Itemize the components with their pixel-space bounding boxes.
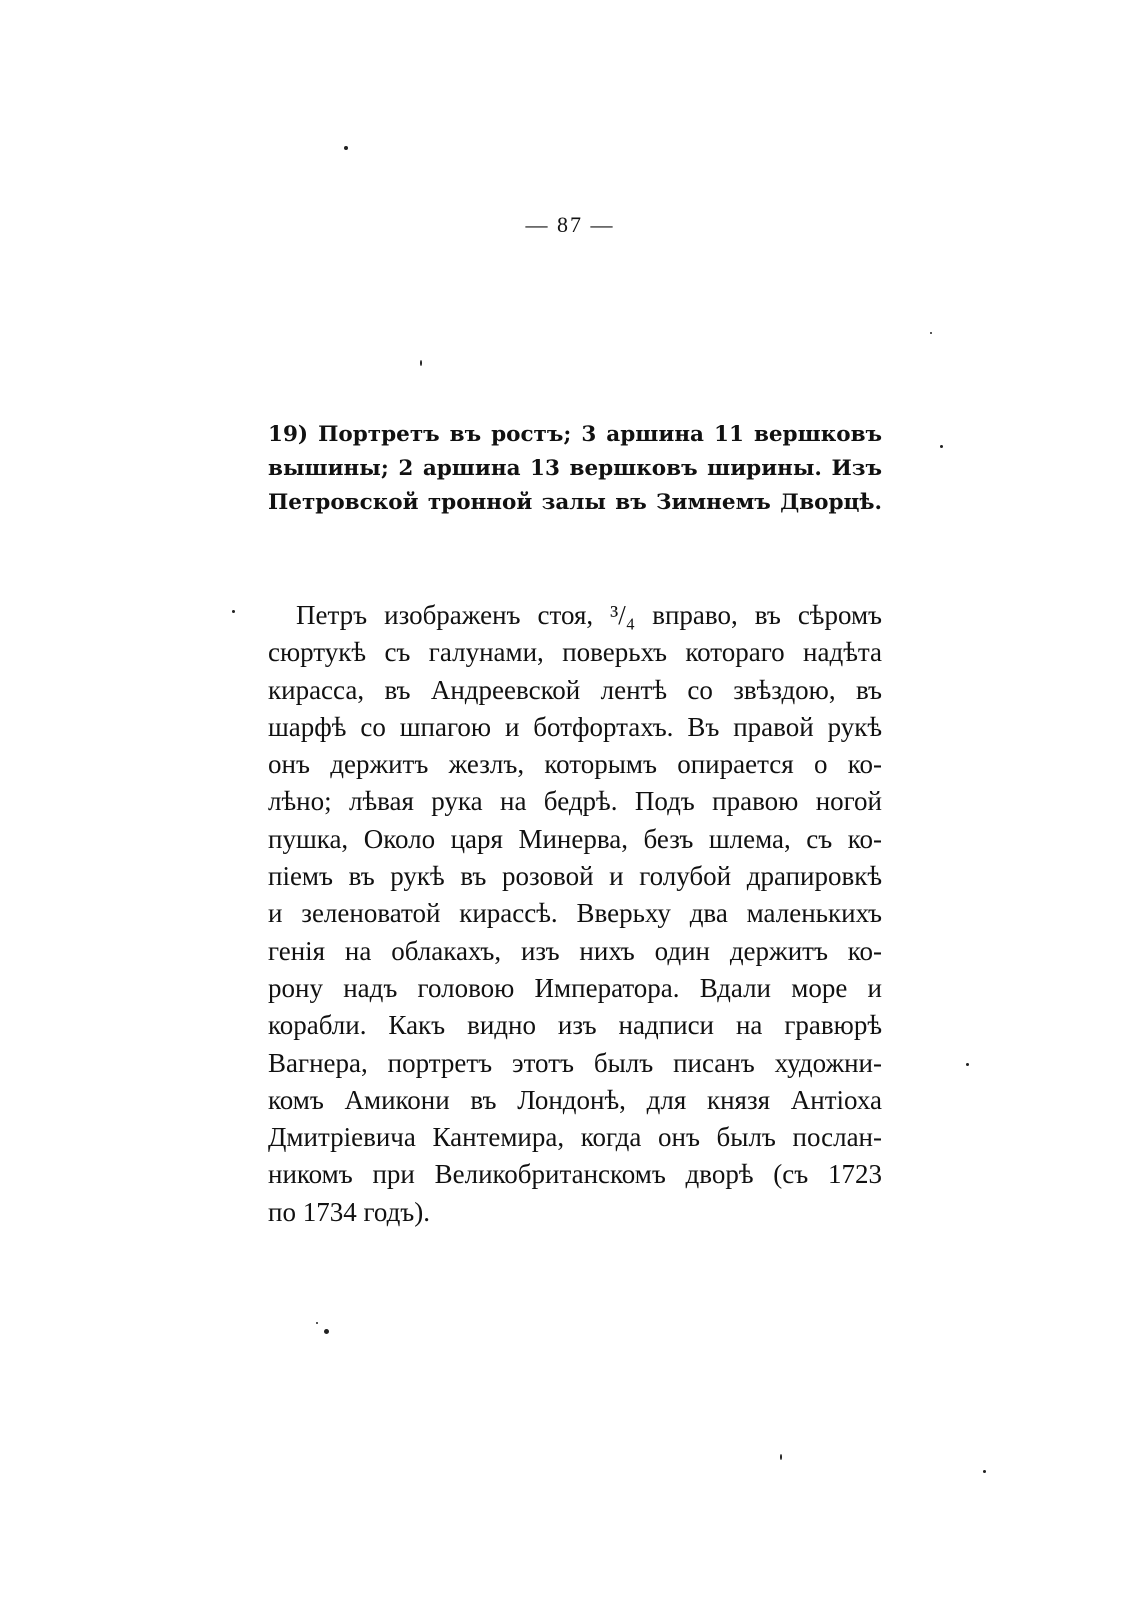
body-line: корабли. Какъ видно изъ надписи на гравюрѣ (268, 1010, 882, 1041)
scan-speck (983, 1470, 986, 1473)
body-line: лѣно; лѣвая рука на бедрѣ. Подъ правою ногой (268, 786, 882, 817)
body-line: генія на облакахъ, изъ нихъ один держитъ ко- (268, 935, 882, 966)
body-line: шарфѣ со шпагою и ботфортахъ. Въ правой рукѣ (268, 711, 882, 742)
entry-description (268, 597, 882, 1231)
body-line: рону надъ головою Императора. Вдали море и (268, 972, 882, 1003)
scan-speck (232, 610, 235, 613)
page-number: — 87 — (525, 212, 615, 237)
body-line: сюртукѣ съ галунами, поверьхъ котораго надѣта (268, 637, 882, 668)
entry-heading (268, 418, 882, 520)
body-line: кирасса, въ Андреевской лентѣ со звѣздою, въ (268, 674, 882, 705)
scan-speck (940, 445, 943, 448)
body-line: Вагнера, портретъ этотъ былъ писанъ художни- (268, 1047, 882, 1078)
scan-speck (324, 1329, 329, 1334)
heading-line: 19) Портретъ въ ростъ; 3 аршина 11 вершковъ (268, 422, 882, 447)
heading-line: Петровской тронной залы въ Зимнемъ Дворцѣ. (268, 490, 882, 515)
scan-speck (966, 1063, 969, 1066)
body-line: комъ Амикони въ Лондонѣ, для князя Антіоха (268, 1084, 882, 1115)
body-line: Дмитріевича Кантемира, когда онъ былъ послан- (268, 1122, 882, 1153)
scan-speck (780, 1454, 782, 1460)
scan-speck (316, 1322, 318, 1324)
body-line: по 1734 годъ). (268, 1196, 431, 1227)
body-line: онъ держитъ жезлъ, которымъ опирается о ко- (268, 749, 882, 780)
body-line: Петръ изображенъ стоя, ³/₄ вправо, въ сѣромъ (296, 600, 882, 630)
body-line: никомъ при Великобританскомъ дворѣ (съ 1723 (268, 1159, 882, 1190)
body-line: пушка, Около царя Минерва, безъ шлема, съ ко- (268, 823, 882, 854)
scan-speck (930, 332, 932, 334)
scan-speck (344, 146, 348, 150)
heading-line: вышины; 2 аршина 13 вершковъ ширины. Изъ (268, 456, 882, 481)
scan-speck (420, 360, 422, 366)
body-line: піемъ въ рукѣ въ розовой и голубой драпировкѣ (268, 861, 882, 892)
body-line: и зеленоватой кирассѣ. Вверьху два маленькихъ (268, 898, 882, 929)
